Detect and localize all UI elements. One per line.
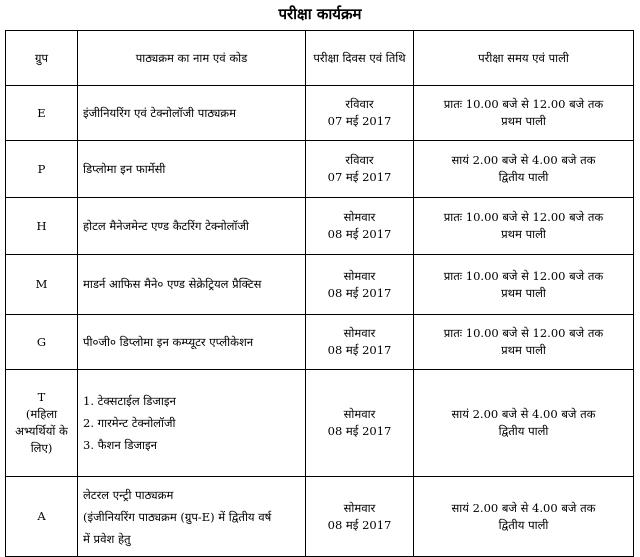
table-row [6,477,634,557]
group-code: A [6,477,78,557]
header-time: परीक्षा समय एवं पाली [414,31,634,86]
table-row [6,198,634,255]
group-note: (महिला अभ्यर्थियों के लिए) [15,407,68,455]
exam-time: प्रातः 10.00 बजे से 12.00 बजे तक प्रथम पाली [414,86,634,141]
course-name: होटल मैनेजमेन्ट एण्ड कैटरिंग टेक्नोलॉजी [78,198,306,255]
exam-time: सायं 2.00 बजे से 4.00 बजे तक द्वितीय पाली [414,370,634,477]
exam-date: सोमवार 08 मई 2017 [306,198,414,255]
header-date: परीक्षा दिवस एवं तिथि [306,31,414,86]
exam-time: सायं 2.00 बजे से 4.00 बजे तक द्वितीय पाली [414,141,634,198]
exam-date: सोमवार 08 मई 2017 [306,477,414,557]
exam-time: प्रातः 10.00 बजे से 12.00 बजे तक प्रथम पाली [414,315,634,370]
exam-date: रविवार 07 मई 2017 [306,141,414,198]
table-row [6,86,634,141]
group-code: E [6,86,78,141]
header-group: ग्रुप [6,31,78,86]
table-row [6,255,634,315]
table-row [6,315,634,370]
exam-date: रविवार 07 मई 2017 [306,86,414,141]
group-code: H [6,198,78,255]
course-name: डिप्लोमा इन फार्मेसी [78,141,306,198]
group-code: M [6,255,78,315]
exam-time: प्रातः 10.00 बजे से 12.00 बजे तक प्रथम पाली [414,255,634,315]
table-row [6,141,634,198]
table-row [6,370,634,477]
header-course: पाठ्यक्रम का नाम एवं कोड [78,31,306,86]
header-row [6,31,634,86]
exam-time: प्रातः 10.00 बजे से 12.00 बजे तक प्रथम पाली [414,198,634,255]
group-code: T (महिला अभ्यर्थियों के लिए) [6,370,78,477]
group-code: G [6,315,78,370]
course-name: माडर्न आफिस मैने० एण्ड सेक्रेट्रियल प्रैक्टिस [78,255,306,315]
schedule-table [5,30,634,557]
exam-date: सोमवार 08 मई 2017 [306,255,414,315]
page-title: परीक्षा कार्यक्रम [278,5,362,23]
group-code: P [6,141,78,198]
course-name: लेटरल एन्ट्री पाठ्यक्रम (इंजीनियरिंग पाठ्यक्रम (ग्रुप-E) में द्वितीय वर्ष में प्रवेश हेतु [78,477,306,557]
exam-date: सोमवार 08 मई 2017 [306,315,414,370]
exam-date: सोमवार 08 मई 2017 [306,370,414,477]
exam-time: सायं 2.00 बजे से 4.00 बजे तक द्वितीय पाली [414,477,634,557]
course-name: पी०जी० डिप्लोमा इन कम्प्यूटर एप्लीकेशन [78,315,306,370]
course-name: 1. टेक्सटाईल डिजाइन 2. गारमेन्ट टेक्नोलॉजी 3. फैशन डिजाइन [78,370,306,477]
course-name: इंजीनियरिंग एवं टेक्नोलॉजी पाठ्यक्रम [78,86,306,141]
